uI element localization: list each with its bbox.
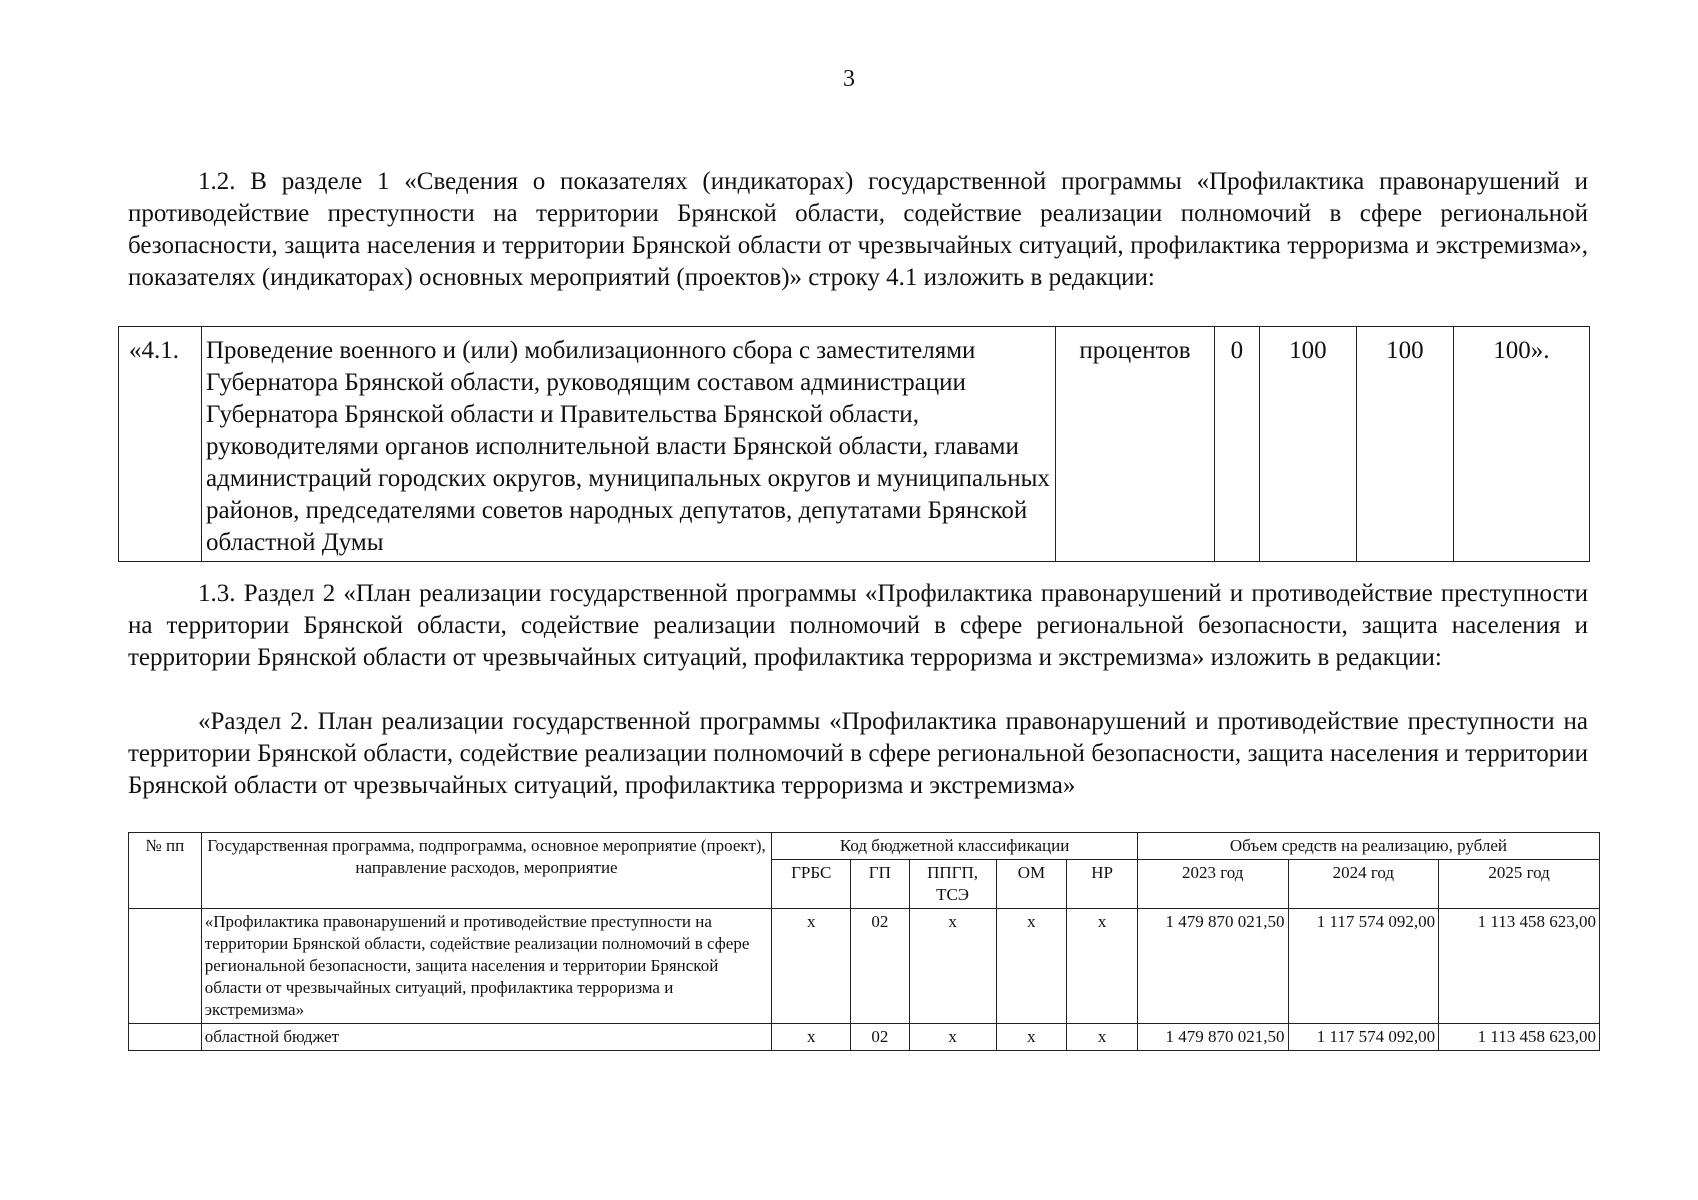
row-grbs: х <box>772 1024 851 1051</box>
header-gp: ГП <box>851 860 909 909</box>
row-name: областной бюджет <box>201 1024 772 1051</box>
header-ppgp: ППГП, ТСЭ <box>909 860 996 909</box>
row-num <box>129 909 202 1024</box>
row-2024: 1 117 574 092,00 <box>1288 1024 1439 1051</box>
row-2025: 1 113 458 623,00 <box>1439 909 1600 1024</box>
paragraph-1-2: 1.2. В разделе 1 «Сведения о показателях (индикаторах) государственной программы «Профилактика правонарушений и противодействие преступности на территории Брянской области, содействие реализации полномочий в сфере региональной безопасности, защита населения и территории Брянской области от чрезвычайных ситуаций, профилактика терроризма и экстремизма», показателях (индикаторах) основных мероприятий (проектов)» строку 4.1 изложить в редакции: <box>128 168 1588 291</box>
table-header-row <box>129 833 1600 860</box>
row-2023: 1 479 870 021,50 <box>1137 909 1288 1024</box>
table-row <box>129 1024 1600 1051</box>
row-nr: х <box>1067 1024 1138 1051</box>
row-2024: 1 117 574 092,00 <box>1288 909 1439 1024</box>
plan-table <box>128 832 1600 1051</box>
paragraph-1-3: 1.3. Раздел 2 «План реализации государственной программы «Профилактика правонарушений и противодействие преступности на территории Брянской области, содействие реализации полномочий в сфере региональной безопасности, защита населения и территории Брянской области от чрезвычайных ситуаций, профилактика терроризма и экстремизма» изложить в редакции: <box>128 580 1588 671</box>
row-om: х <box>996 909 1067 1024</box>
header-num: № пп <box>129 833 202 909</box>
row-gp: 02 <box>851 1024 909 1051</box>
header-2025: 2025 год <box>1439 860 1600 909</box>
row-grbs: х <box>772 909 851 1024</box>
indicator-unit: процентов <box>1056 327 1215 562</box>
row-gp: 02 <box>851 909 909 1024</box>
table-row <box>119 327 1590 562</box>
table-row <box>129 909 1600 1024</box>
header-2024: 2024 год <box>1288 860 1439 909</box>
indicator-text: Проведение военного и (или) мобилизационного сбора с заместителями Губернатора Брянской области, руководящим составом администрации Губернатора Брянской области и Правительства Брянской области, руководителями органов исполнительной власти Брянской области, главами администраций городских округов, муниципальных округов и муниципальных районов, председателями советов народных депутатов, депутатами Брянской областной Думы <box>202 327 1056 562</box>
row-2025: 1 113 458 623,00 <box>1439 1024 1600 1051</box>
row-ppgp: х <box>909 909 996 1024</box>
row-om: х <box>996 1024 1067 1051</box>
header-grbs: ГРБС <box>772 860 851 909</box>
row-num <box>129 1024 202 1051</box>
header-volume: Объем средств на реализацию, рублей <box>1137 833 1599 860</box>
header-nr: НР <box>1067 860 1138 909</box>
header-kbk: Код бюджетной классификации <box>772 833 1138 860</box>
row-name: «Профилактика правонарушений и противодействие преступности на территории Брянской области, содействие реализации полномочий в сфере региональной безопасности, защита населения и территории Брянской области от чрезвычайных ситуаций, профилактика терроризма и экстремизма» <box>201 909 772 1024</box>
indicator-value-1: 0 <box>1215 327 1260 562</box>
section-2-title: «Раздел 2. План реализации государственной программы «Профилактика правонарушений и противодействие преступности на территории Брянской области, содействие реализации полномочий в сфере региональной безопасности, защита населения и территории Брянской области от чрезвычайных ситуаций, профилактика терроризма и экстремизма» <box>128 708 1588 799</box>
indicator-value-4: 100». <box>1453 327 1589 562</box>
row-number: «4.1. <box>119 327 202 562</box>
row-ppgp: х <box>909 1024 996 1051</box>
indicator-row-table <box>118 326 1590 562</box>
header-name: Государственная программа, подпрограмма, основное мероприятие (проект), направление расходов, мероприятие <box>201 833 772 909</box>
row-nr: х <box>1067 909 1138 1024</box>
row-2023: 1 479 870 021,50 <box>1137 1024 1288 1051</box>
header-2023: 2023 год <box>1137 860 1288 909</box>
header-om: ОМ <box>996 860 1067 909</box>
indicator-value-3: 100 <box>1356 327 1453 562</box>
page-number: 3 <box>843 66 855 92</box>
indicator-value-2: 100 <box>1259 327 1356 562</box>
